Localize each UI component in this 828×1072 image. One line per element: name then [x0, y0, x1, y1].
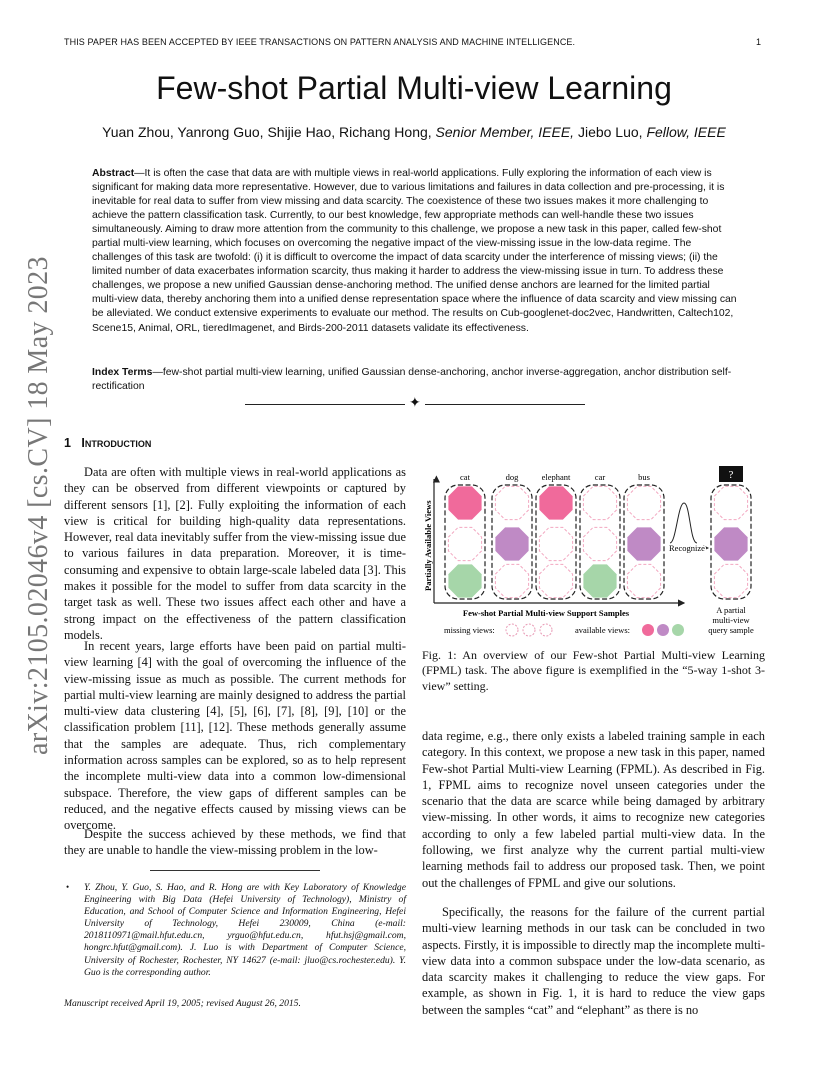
- arxiv-stamp: arXiv:2105.02046v4 [cs.CV] 18 May 2023: [23, 256, 54, 755]
- query-label-line: A partial: [716, 605, 746, 615]
- legend-available-mark: [657, 624, 669, 636]
- figure-caption: Fig. 1: An overview of our Few-shot Partial Multi-view Learning (FPML) task. The above figure is exemplified in the “5-way 1-shot 3-view” setting.: [422, 648, 765, 693]
- y-axis-label: Partially Available Views: [423, 500, 433, 591]
- paper-title: Few-shot Partial Multi-view Learning: [156, 70, 672, 106]
- manuscript-note: Manuscript received April 19, 2005; revised August 26, 2015.: [64, 998, 301, 1009]
- support-grid: [445, 485, 751, 599]
- paragraph: Data are often with multiple views in real-world applications as they can be observed from different viewpoints or captured by different sensors [1], [2]. Fully exploiting the information of each view is critical for building high-quality data representations. However, real data inevitably suffer from the view-missing issue due to various failures in data preparation. Moreover, it is time-consuming and expensive to obtain large-scale labeled data [3]. This makes it possible for the model to suffer from data scarcity in the target task as well. These two issues affect each other and have a strong impact on the effectiveness of the pattern classification models.: [64, 465, 406, 642]
- class-label: elephant: [541, 472, 571, 482]
- class-label: car: [594, 472, 606, 482]
- legend-available-mark: [642, 624, 654, 636]
- missing-view: [539, 527, 572, 560]
- author-role: Senior Member, IEEE,: [435, 124, 575, 140]
- figure-1: [422, 463, 767, 641]
- class-labels: [460, 472, 650, 482]
- missing-view: [583, 486, 616, 519]
- paragraph: Despite the success achieved by these methods, we find that they are unable to handle the view-missing problem in the low-: [64, 827, 406, 858]
- recognize-label: Recognize: [669, 543, 705, 553]
- abstract: [92, 167, 738, 336]
- legend-available-mark: [672, 624, 684, 636]
- missing-view: [495, 486, 528, 519]
- query-mark: ?: [728, 469, 734, 481]
- divider-star-icon: ✦: [405, 395, 425, 412]
- available-view: [495, 527, 528, 560]
- footnote-rule: [150, 870, 320, 871]
- missing-view: [627, 564, 660, 597]
- index-terms: [92, 366, 738, 394]
- gaussian-curve: [670, 503, 697, 543]
- query-label-line: query sample: [708, 625, 754, 635]
- class-label: cat: [460, 472, 470, 482]
- footnote-bullet: •: [66, 882, 70, 892]
- missing-view: [627, 486, 660, 519]
- available-view: [539, 486, 572, 519]
- paragraph: Specifically, the reasons for the failure of the current partial multi-view learning methods in our task can be concluded in two aspects. Firstly, it is impossible to directly map the incomplete multi-view data into a common subspace under the low-data scenario, as data scarcity makes it challenging to reduce the view gaps. For example, as shown in Fig. 1, it is hard to reduce the view gaps between the samples “cat” and “elephant” as there is no: [422, 905, 765, 1017]
- available-view: [448, 486, 481, 519]
- available-view: [583, 564, 616, 597]
- class-label: bus: [638, 472, 650, 482]
- author-names: Yuan Zhou, Yanrong Guo, Shijie Hao, Richang Hong,: [102, 124, 436, 140]
- footnote: Y. Zhou, Y. Guo, S. Hao, and R. Hong are with Key Laboratory of Knowledge Engineering with Big Data (Hefei University of Technology), Ministry of Education, and School of Computer Science and Information Engineering, Hefei University of Technology, Hefei 230009, China (e-mail: 2018110971@mail.hfut.edu.cn, yrguo@hfut.edu.cn, hfut.hsj@gmail.com, hongrc.hfut@gmail.com). J. Luo is with Department of Computer Science, University of Rochester, Rochester, NY 14627 (e-mail: jluo@cs.rochester.edu). Y. Guo is the corresponding author.: [84, 882, 406, 978]
- legend-missing-mark: [506, 624, 518, 636]
- section-heading: [64, 436, 151, 450]
- missing-view: [714, 486, 747, 519]
- missing-view: [495, 564, 528, 597]
- missing-legend-label: missing views:: [444, 625, 495, 635]
- abstract-text: —It is often the case that data are with multiple views in real-world applications. Fully exploring the information of each view is significant for making data more representative. However, due to various limitations and failures in data collection and pre-processing, it is inevitable for real data to suffer from view missing and data scarcity. The coexistence of these two issues makes it more challenging to achieve the pattern classification task. Currently, to our best knowledge, few appropriate methods can well-handle these two issues simultaneously. Aiming to draw more attention from the community to this challenge, we propose a new task in this paper, called few-shot partial multi-view learning, which focuses on overcoming the negative impact of the view-missing issue in the low-data regime. The challenges of this task are twofold: (i) it is difficult to overcome the impact of data scarcity under the interference of missing views; (ii) the limited number of data exacerbates information scarcity, thus making it harder to address the view-missing issue in turn. To address these challenges, we propose a new unified Gaussian dense-anchoring method. The unified dense anchors are learned for the limited partial multi-view data, thereby anchoring them into a unified dense representation space where the influence of data scarcity and view missing can be alleviated. We conduct extensive experiments to evaluate our method. The results on Cub-googlenet-doc2vec, Handwritten, Caltech102, Scene15, Animal, ORL, tieredImagenet, and Birds-200-2011 datasets validate its effectiveness.: [92, 168, 737, 334]
- author-names: Jiebo Luo,: [574, 124, 647, 140]
- missing-view: [714, 564, 747, 597]
- running-header: THIS PAPER HAS BEEN ACCEPTED BY IEEE TRANSACTIONS ON PATTERN ANALYSIS AND MACHINE INTELLIGENCE.: [64, 37, 576, 47]
- available-legend-label: available views:: [575, 625, 630, 635]
- available-view: [627, 527, 660, 560]
- index-terms-text: —few-shot partial multi-view learning, unified Gaussian dense-anchoring, anchor inverse-aggregation, anchor distribution self-rectification: [92, 367, 732, 393]
- available-view: [448, 564, 481, 597]
- missing-view: [448, 527, 481, 560]
- paragraph: In recent years, large efforts have been paid on partial multi-view learning [4] with the goal of overcoming the influence of the view-missing issue as much as possible. The current methods for partial multi-view learning are mainly designed to address the partial multi-view data clustering [4], [5], [6], [7], [8], [9], [10] or the classification problem [11], [12]. These methods generally assume that the samples are adequate. Thus, rich complementary information across samples can be explored, so as to help represent the incomplete multi-view data into a common low-dimensional subspace. Therefore, the view gaps of different samples can be reduced, and the negative effects caused by missing views can be overcome.: [64, 639, 406, 833]
- author-role: Fellow, IEEE: [646, 124, 726, 140]
- legend-missing-mark: [540, 624, 552, 636]
- available-view: [714, 527, 747, 560]
- missing-view: [583, 527, 616, 560]
- index-terms-label: Index Terms: [92, 367, 153, 378]
- abstract-label: Abstract: [92, 168, 135, 179]
- page-number: 1: [756, 37, 762, 47]
- section-title: Introduction: [81, 436, 152, 450]
- author-line: [0, 124, 828, 140]
- x-axis-label: Few-shot Partial Multi-view Support Samples: [462, 608, 630, 618]
- legend-missing-mark: [523, 624, 535, 636]
- class-label: dog: [505, 472, 519, 482]
- paragraph: data regime, e.g., there only exists a labeled training sample in each category. In this context, we propose a new task in this paper, named Few-shot Partial Multi-view Learning (FPML). As described in Fig. 1, FPML aims to recognize novel unseen categories under the scenario that the data are scarce while being damaged by arbitrary view-missing. In other words, it aims to recognize new categories according to only a few labeled partial multi-view data. In the following, we first analyze why the current partial multi-view learning methods fail to address our proposed task. Then, we point out the challenges of FPML and give our solutions.: [422, 729, 765, 890]
- missing-view: [539, 564, 572, 597]
- query-label-line: multi-view: [712, 615, 750, 625]
- section-number: 1: [64, 436, 71, 450]
